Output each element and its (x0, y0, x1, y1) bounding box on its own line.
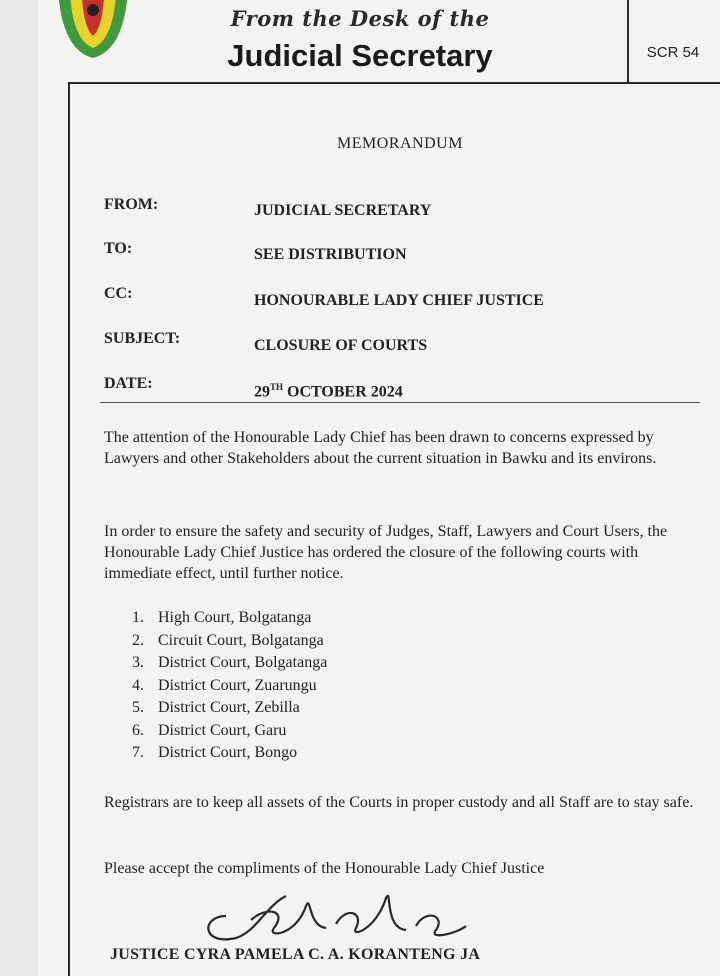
list-item (132, 607, 327, 630)
paragraph-registrars: Registrars are to keep all assets of the Courts in proper custody and all Staff are to stay safe. (104, 794, 694, 811)
list-item-number: 3. (132, 654, 144, 671)
coat-of-arms-logo (48, 0, 138, 64)
page-frame-left (68, 84, 70, 976)
list-item (132, 652, 327, 675)
list-item (132, 697, 327, 720)
list-item-court: District Court, Bolgatanga (158, 654, 328, 671)
signature-image (196, 876, 476, 946)
list-item-court: High Court, Bolgatanga (158, 609, 312, 626)
from-label: FROM: (104, 196, 159, 213)
subject-label: SUBJECT: (104, 330, 181, 347)
list-item-number: 5. (132, 699, 144, 716)
list-item-court: District Court, Zuarungu (158, 676, 317, 694)
list-item-number: 1. (132, 609, 144, 626)
list-item (132, 742, 327, 765)
date-month-year: OCTOBER 2024 (283, 383, 403, 401)
list-item (132, 675, 327, 698)
header-desk-line: From the Desk of the (230, 6, 490, 31)
date-label: DATE: (104, 375, 153, 392)
header-frame-rule (68, 82, 720, 84)
header-divider (100, 402, 700, 403)
memo-title: MEMORANDUM (337, 135, 463, 152)
list-item-court: District Court, Bongo (158, 744, 298, 761)
list-item-number: 2. (132, 631, 144, 649)
date-suffix: TH (270, 382, 284, 392)
list-item-court: District Court, Garu (158, 721, 287, 739)
subject-value: CLOSURE OF COURTS (254, 337, 428, 354)
list-item (132, 720, 327, 743)
list-item-court: District Court, Zebilla (158, 699, 300, 716)
list-item (132, 630, 327, 653)
cc-label: CC: (104, 285, 133, 302)
list-item-number: 7. (132, 744, 144, 761)
list-item-number: 6. (132, 721, 144, 739)
header-frame-divider (627, 0, 629, 84)
signatory-name: JUSTICE CYRA PAMELA C. A. KORANTENG JA (110, 946, 481, 963)
list-item-court: Circuit Court, Bolgatanga (158, 631, 324, 649)
to-label: TO: (104, 240, 133, 257)
to-value: SEE DISTRIBUTION (254, 246, 407, 263)
paragraph-closure: In order to ensure the safety and security of Judges, Staff, Lawyers and Court Users, the Honourable Lady Chief Justice has ordered the closure of the following courts with immediate effect, until further notice. (104, 523, 668, 582)
date-value (254, 382, 403, 401)
reference-code: SCR 54 (646, 44, 700, 61)
header-title: Judicial Secretary (227, 38, 493, 73)
from-value: JUDICIAL SECRETARY (254, 202, 432, 219)
paragraph-compliments: Please accept the compliments of the Honourable Lady Chief Justice (104, 860, 545, 877)
paragraph-attention: The attention of the Honourable Lady Chief has been drawn to concerns expressed by Lawyers and other Stakeholders about the current situation in Bawku and its environs. (104, 429, 657, 467)
list-item-number: 4. (132, 676, 144, 694)
closed-courts-list (132, 607, 327, 765)
date-day: 29 (254, 383, 270, 401)
cc-value: HONOURABLE LADY CHIEF JUSTICE (254, 292, 544, 309)
